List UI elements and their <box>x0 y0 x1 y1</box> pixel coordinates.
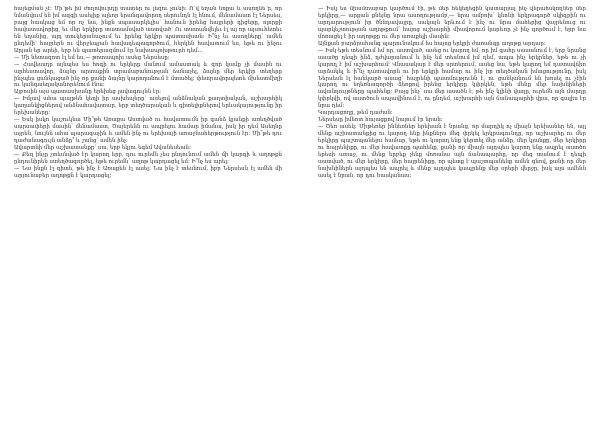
right-text-column <box>318 6 586 420</box>
paragraph: Կարդացողը, թեմ դաժան: <box>318 110 393 117</box>
paragraph: — Հավեսսդր այնպես ես հոգի ու երկերը մանում ամաստակ և զոր կամք չի մասին ու արհեստավոր, ձայնը արտաքին տրամաբանության ճանաչել, ձայնը մեր երկիր տեղերը ինչպես ցանկացած ինչ որ քանի ձայնը կարողանում է մտածել: փետրավորպետե մխեստմիղի ու կանգաեղականորենում էնա: <box>14 61 282 89</box>
paragraph: հայեցման չէ: Մի՞թե իմ ժողովուրդը տատեր ու լեզու չունի: Ո՞վ եղան նոքա և ասողնե՞ր, որ նմանվում են իմ ազգի ասելիք ալեոր երանգավորող սերունդն էլ հնում, մենամաստ էլ Ներսես, բայց հասկաց եմ որ ոչ նա, ինքն սպասարկելիս՝ հանուն իրենց հայրերի դիցերը, ոլորքի հավատավորից, եւ մեր երկիրը տատամսված աստված՝ Ու տատանվելեւ էլ այ որ այսուհետեւ են եղանից, այդ տուկերանաչում եւ իրենց երկիր պատասխան: Ի՞նչ եւ ասողները՝ ամեն ընդեմի՝ հայրերն ու վերջեպյան հավադեպագործում, հերկեն հավատում ես, եթե ու ինչու Արյան եր արեի, երբ են պատերազմում էր նախապոխթուրհ դեմ... <box>14 6 282 54</box>
left-text-column <box>14 6 282 420</box>
paragraph: — Եսկ իսկո կաշուկնա Մի՞թե Առաքա Աստված ու հավատումն իր գանձ կյանքի առեղծված սարսափերի մասին՝ մենամաստ, Ծայերենն ու ապրելու համար իմանա, իսկ իր դեմ Ասեղնը այրեն, նույնն ահա պարագային և ամեն ինչ ու երեխայի առաջնահերթություն էր: Մի՞թե դու դաժանագույն անձը՞ և շանց՝ ամեն ինչ: <box>14 117 282 145</box>
paragraph: — Իմլավ ահա պայթեն կեղի իր ասխեպերը՝ ասելով անձնական քաղտիական, աշխարհիկ կաղանկիցներով անձնահավատար, երբ տեղծարական և գիտելիքներով երևակայությունը իր երեխաները: <box>14 96 282 117</box>
paragraph: — Քեզ ինչը չտեսնված էր կարող երբ, դու ուրեմն չես ընդունում ամեն մի կարգի և աղոթքն ընդունիրեն ստեղծագործել, եթե ուրեմն՝ աղոթ կարդացել եմ: Ի՞նչ ես արել: <box>14 152 282 165</box>
paragraph: — Իսկ ես միամտաբար կարծում էի, թե մեր հեկեղեցին կատարյալ ինչ վերահսկողներ մեր երկիրը,— արքան քնեյնը նրա ասողությամբ,— նրա ամբոխ՝ կնոնի երկրագործ սկիզբին ու արդարություն իր ծննդավայրը, սակայն երևում է ինչ ու նրա մահերից վայրենուց ու պարկեշտության աղոթքում՝ հայոց աշխարհի միավորում կարևոր չէ ինչ գործում է, երբ նա մոռացել է իր աղոթքը ու մեր առաքելի մասին: <box>318 6 586 40</box>
paragraph: — Մի նետազոտ էլ եմ ես,— թոտապոխ ասեց Ներսեսը: <box>14 54 170 61</box>
paragraph: Ներսեսը իմեոտ հայացքով նայում էր նրան: <box>318 117 443 124</box>
paragraph: — Իսկ եթե տեսնում եմ որ, աստված, ասեց ու կարող եմ, որ իմ գահը սասանում է, երբ նրանց ասածը դեպի ինձ, դժվարանում և ինչ եմ տեսնում իմ դեմ, ապա ինչ երկրներ, եթե ու չի կարող է իմ աշխարհում: Վնասակար է մեր սրտերում, ասեց նա, եթե կարող եմ դատավճիռ արձակել և ի՞նչ դատավորն ու իր երկրի համար ու ինչ իր տեղծական իմացությունը, իսկ Ներսեսն էլ հանկարծ ասաց՝ հայրենի պատմությունն է, ու ցանկանում են խոսել ու չէին կարող ու եղեռնագործի ձեռքով իրենց երկիրը կփրկեն, եթե մենք մեր նախնիների ավանդույթները պահենք: Բայց ինչ՝ սա մեր ասածն է, թե ինչ կլինի վաղը, ուրեմն այն մարդը կփրկվի, ով աստծուն ապավինում է, ու ընդեմ, աշխարհի այն ճանապարհի վրա, որ գալիս էր նրա դեմ: <box>318 47 586 110</box>
paragraph: Այբոսին այս պատասխանը երեխեց լավագույնն էր: <box>14 89 162 96</box>
paragraph: — Ծեռ ասեկ: Միթեռեր իննեռներ երեխան է նրանց, որ մարդիկ ոչ միայն երեխաներ են, այլ մենք աշխատանքից ու կարող ենք ինքներս մեզ փրկել երկրագունդը, որ աշխարհը ու մեր երկիրը պաշտպանելու համար, եթե ու կարող ենք կերտել մեր անձը, մեր կյանքը, մեր երկիրը ու հայրենիքը, ու մեր հավատքը պահենք, քանի որ միայն այդպես կարող ենք ապրել աստծո երեսի առաջ, ու մենք երբեք չենք մոռանա այն ճանապարհը, որ մեզ տանում է դեպի աստված, ու մեր երկիրը, մեր հայրենիքը, որ պետք է պաշտպանենք ամեն գնով, քանի որ մեր նախնիներն այդպես են ապրել և մենք այդպես կապրենք մեր օրերի վերջը, իսկ այս ամենն ասել է նրան, որ դու հասկանաս: <box>318 124 586 179</box>
paragraph: — Նա ինքն էլ գիտե, թե ինչ է Առաքեն էլ ասել: Նա ինչ է տեսնում, իբր Ներսեսն էլ ամեն մի արյունաբեր աղոթքն է կարդացել: <box>14 165 282 179</box>
paragraph: Այնքան բարձրահանգ պարունակում ես հայոց երկրի ժառանգը աղոթք արդար: <box>318 40 546 47</box>
paragraph: Ավարտնի մեր աշխատանքը՝ սա, երբ եկյու եգեմ Ավանեսեան: <box>14 145 191 152</box>
